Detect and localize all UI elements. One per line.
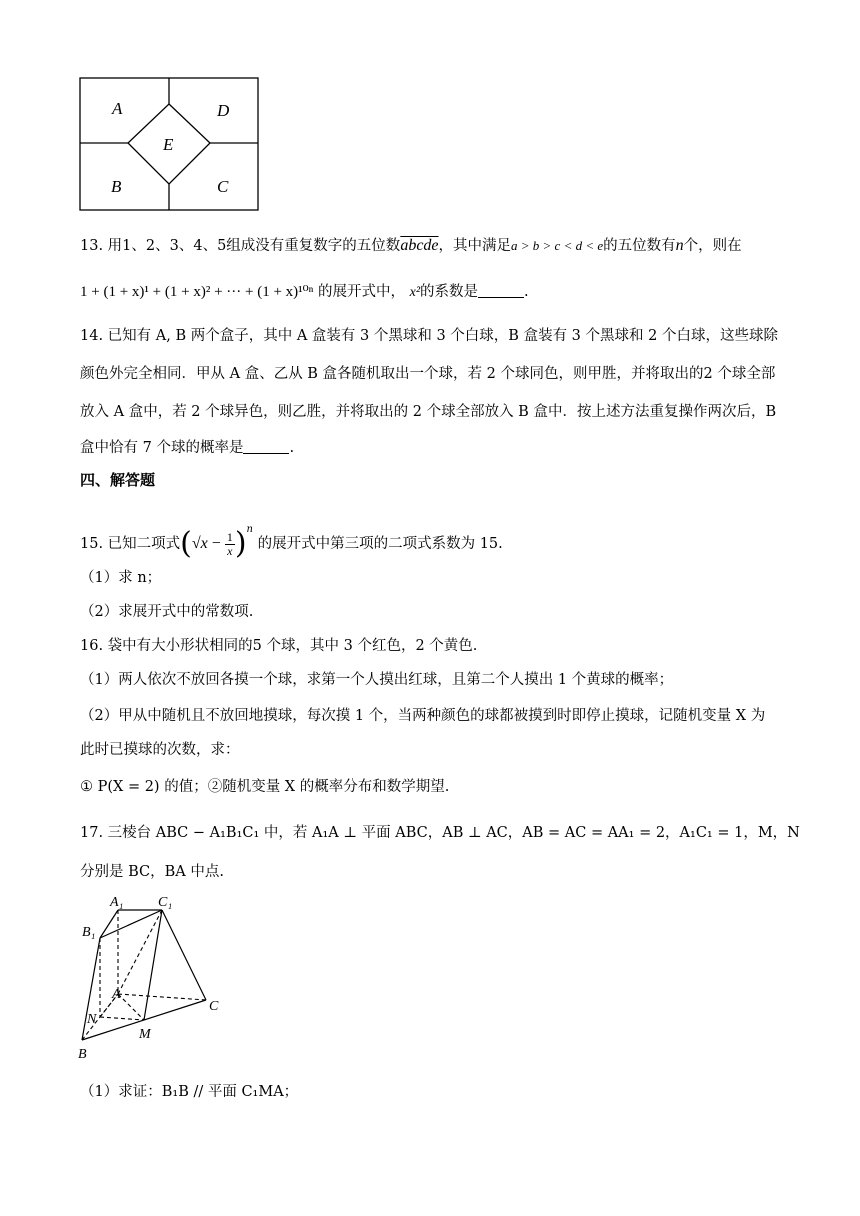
section-heading: 四、解答题	[80, 471, 156, 489]
q14-line2: 颜色外完全相同．甲从 A 盒、乙从 B 盒各随机取出一个球，若 2 个球同色，则甲胜，并将取出的2 个球全部	[80, 366, 776, 382]
fig-label-c: C	[209, 999, 219, 1014]
q13-answer-blank	[478, 283, 524, 298]
q14-line4	[80, 438, 294, 458]
label-a: A	[112, 99, 123, 118]
fig-label-b: B	[78, 1047, 87, 1062]
q14-line4-text: 盒中恰有 7 个球的概率是	[80, 440, 244, 456]
fig-label-c1: C₁	[158, 895, 173, 910]
fig-label-b1: B₁	[82, 925, 96, 940]
q15-sqrt-x: √x	[191, 535, 208, 552]
q13-condition: a > b > c < d < e	[511, 238, 604, 253]
q14-line1: 14. 已知有 A, B 两个盒子，其中 A 盒装有 3 个黑球和 3 个白球，B 盒装有 3 个黑球和 2 个白球，这些球除	[80, 328, 778, 344]
q16-part2-line3: ① P(X = 2) 的值；②随机变量 X 的概率分布和数学期望.	[80, 779, 450, 795]
q15-prefix: 15. 已知二项式	[80, 536, 181, 552]
q13-text-b: ，其中满足	[438, 238, 512, 254]
q15-part2: （2）求展开式中的常数项.	[80, 604, 254, 620]
fig-label-a1: A₁	[110, 895, 124, 910]
q15-part1: （1）求 n；	[80, 570, 162, 586]
q15-line1	[80, 512, 503, 562]
q13-text: 用1、2、3、4、5组成没有重复数字的五位数	[107, 238, 401, 254]
fig-label-a: A	[112, 987, 121, 1002]
q15-frac-den: x	[227, 543, 233, 558]
q15-suffix: 的展开式中第三项的二项式系数为 15.	[257, 536, 503, 552]
q16-part2-line2: 此时已摸球的次数，求：	[80, 742, 240, 758]
fig-label-n: N	[87, 1012, 97, 1027]
q17-part1: （1）求证：B₁B // 平面 C₁MA；	[80, 1084, 299, 1100]
q16-line1: 16. 袋中有大小形状相同的5 个球，其中 3 个红色，2 个黄色.	[80, 638, 478, 654]
q13-text-f: 的系数是	[420, 284, 479, 300]
q15-minus: −	[207, 535, 225, 552]
q13-expansion: 1 + (1 + x)¹ + (1 + x)² + ··· + (1 + x)¹⁰ⁿ	[80, 284, 314, 300]
q13-line2	[80, 282, 529, 303]
q17-line2: 分别是 BC，BA 中点.	[80, 864, 224, 880]
q13-end: .	[524, 284, 529, 300]
label-e: E	[163, 135, 174, 154]
q14-line3: 放入 A 盒中，若 2 个球异色，则乙胜，并将取出的 2 个球全部放入 B 盒中．按上述方法重复操作两次后，B	[80, 404, 777, 420]
label-d: D	[217, 101, 230, 120]
fig-label-m: M	[139, 1027, 151, 1042]
q13-x-squared: x²	[409, 285, 421, 300]
q15-paren-open: (	[180, 526, 192, 561]
q14-answer-blank	[243, 439, 289, 454]
q16-part2-line1: （2）甲从中随机且不放回地摸球，每次摸 1 个，当两种颜色的球都被摸到时即停止摸球，记随机变量 X 为	[80, 708, 766, 724]
label-c: C	[217, 177, 229, 196]
q13-text-d: 个，则在	[683, 238, 742, 254]
q13-text-c: 的五位数有	[603, 238, 676, 254]
frustum-figure	[74, 892, 234, 1064]
region-diagram	[78, 76, 262, 214]
q15-paren-close: )	[234, 526, 247, 561]
q13-var-n: n	[675, 237, 684, 254]
q15-frac-num: 1	[226, 529, 233, 544]
q15-exponent: n	[246, 524, 253, 535]
q13-number: 13.	[80, 238, 104, 254]
q13-number-overline: abcde	[400, 237, 439, 254]
label-b: B	[111, 177, 122, 196]
q13-text-e: 的展开式中，	[318, 284, 406, 300]
q15-fraction	[225, 531, 235, 558]
q17-line1: 17. 三棱台 ABC − A₁B₁C₁ 中，若 A₁A ⊥ 平面 ABC，AB ⊥ AC，AB = AC = AA₁ = 2，A₁C₁ = 1，M，N	[80, 825, 800, 841]
q16-part1: （1）两人依次不放回各摸一个球，求第一个人摸出红球，且第二个人摸出 1 个黄球的概率；	[80, 672, 674, 688]
q13-line1	[80, 236, 742, 256]
q14-end: .	[289, 440, 295, 456]
